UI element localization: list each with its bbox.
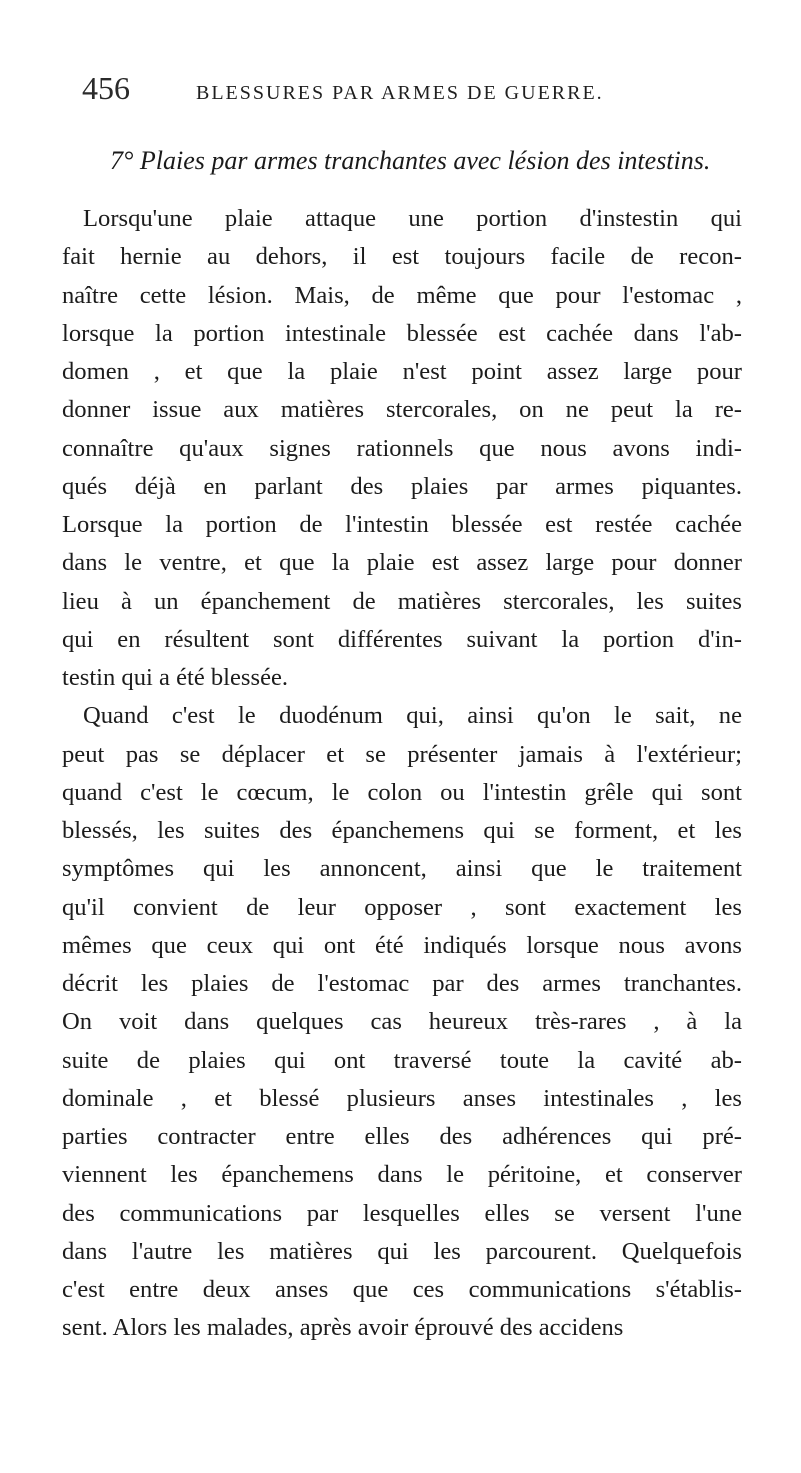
text-line: donner issue aux matières stercorales, on ne peut la re- — [62, 396, 742, 424]
text-line: des communications par lesquelles elles se versent l'une — [62, 1199, 742, 1227]
text-line: Lorsque la portion de l'intestin blessée est restée cachée — [62, 511, 742, 538]
text-line: dans le ventre, et que la plaie est assez large pour donner — [62, 549, 742, 577]
running-title: BLESSURES PAR ARMES DE GUERRE. — [196, 82, 604, 104]
text-line: c'est entre deux anses que ces communications s'établis- — [62, 1276, 742, 1303]
text-line: lieu à un épanchement de matières stercorales, les suites — [62, 587, 742, 615]
text-line: blessés, les suites des épanchemens qui se forment, et les — [62, 817, 742, 844]
paragraph-2 — [62, 697, 742, 1347]
text-line: lorsque la portion intestinale blessée est cachée dans l'ab- — [62, 319, 742, 347]
text-line: connaître qu'aux signes rationnels que nous avons indi- — [62, 434, 742, 462]
text-line: testin qui a été blessée. — [62, 664, 289, 691]
running-header — [82, 72, 741, 112]
text-line: Lorsqu'une plaie attaque une portion d'instestin qui — [83, 205, 742, 232]
text-line: domen , et que la plaie n'est point assez large pour — [62, 358, 742, 385]
text-line: parties contracter entre elles des adhérences qui pré- — [62, 1123, 742, 1150]
text-line: qu'il convient de leur opposer , sont exactement les — [62, 893, 742, 921]
text-line: viennent les épanchemens dans le péritoine, et conserver — [62, 1161, 742, 1189]
text-line: symptômes qui les annoncent, ainsi que le traitement — [62, 855, 742, 883]
paragraph-1 — [62, 200, 742, 697]
text-line: fait hernie au dehors, il est toujours facile de recon- — [62, 243, 742, 271]
body-text — [62, 200, 742, 1348]
text-line: mêmes que ceux qui ont été indiqués lorsque nous avons — [62, 931, 742, 959]
text-line: dans l'autre les matières qui les parcourent. Quelquefois — [62, 1237, 742, 1265]
text-line: quand c'est le cœcum, le colon ou l'intestin grêle qui sont — [62, 778, 742, 806]
text-line: décrit les plaies de l'estomac par des armes tranchantes. — [62, 970, 742, 997]
text-line: suite de plaies qui ont traversé toute la cavité ab- — [62, 1046, 742, 1074]
text-line: dominale , et blessé plusieurs anses intestinales , les — [62, 1084, 742, 1112]
text-line: Quand c'est le duodénum qui, ainsi qu'on le sait, ne — [83, 702, 742, 730]
page-number: 456 — [82, 70, 130, 106]
text-line: qués déjà en parlant des plaies par armes piquantes. — [62, 472, 742, 500]
text-line: peut pas se déplacer et se présenter jamais à l'extérieur; — [62, 740, 742, 768]
text-line: qui en résultent sont différentes suivant la portion d'in- — [62, 625, 742, 653]
section-heading: 7° Plaies par armes tranchantes avec lésion des intestins. — [110, 146, 711, 175]
text-line: On voit dans quelques cas heureux très-rares , à la — [62, 1008, 742, 1036]
text-line: sent. Alors les malades, après avoir éprouvé des accidens — [62, 1314, 624, 1342]
text-line: naître cette lésion. Mais, de même que pour l'estomac , — [62, 281, 742, 309]
